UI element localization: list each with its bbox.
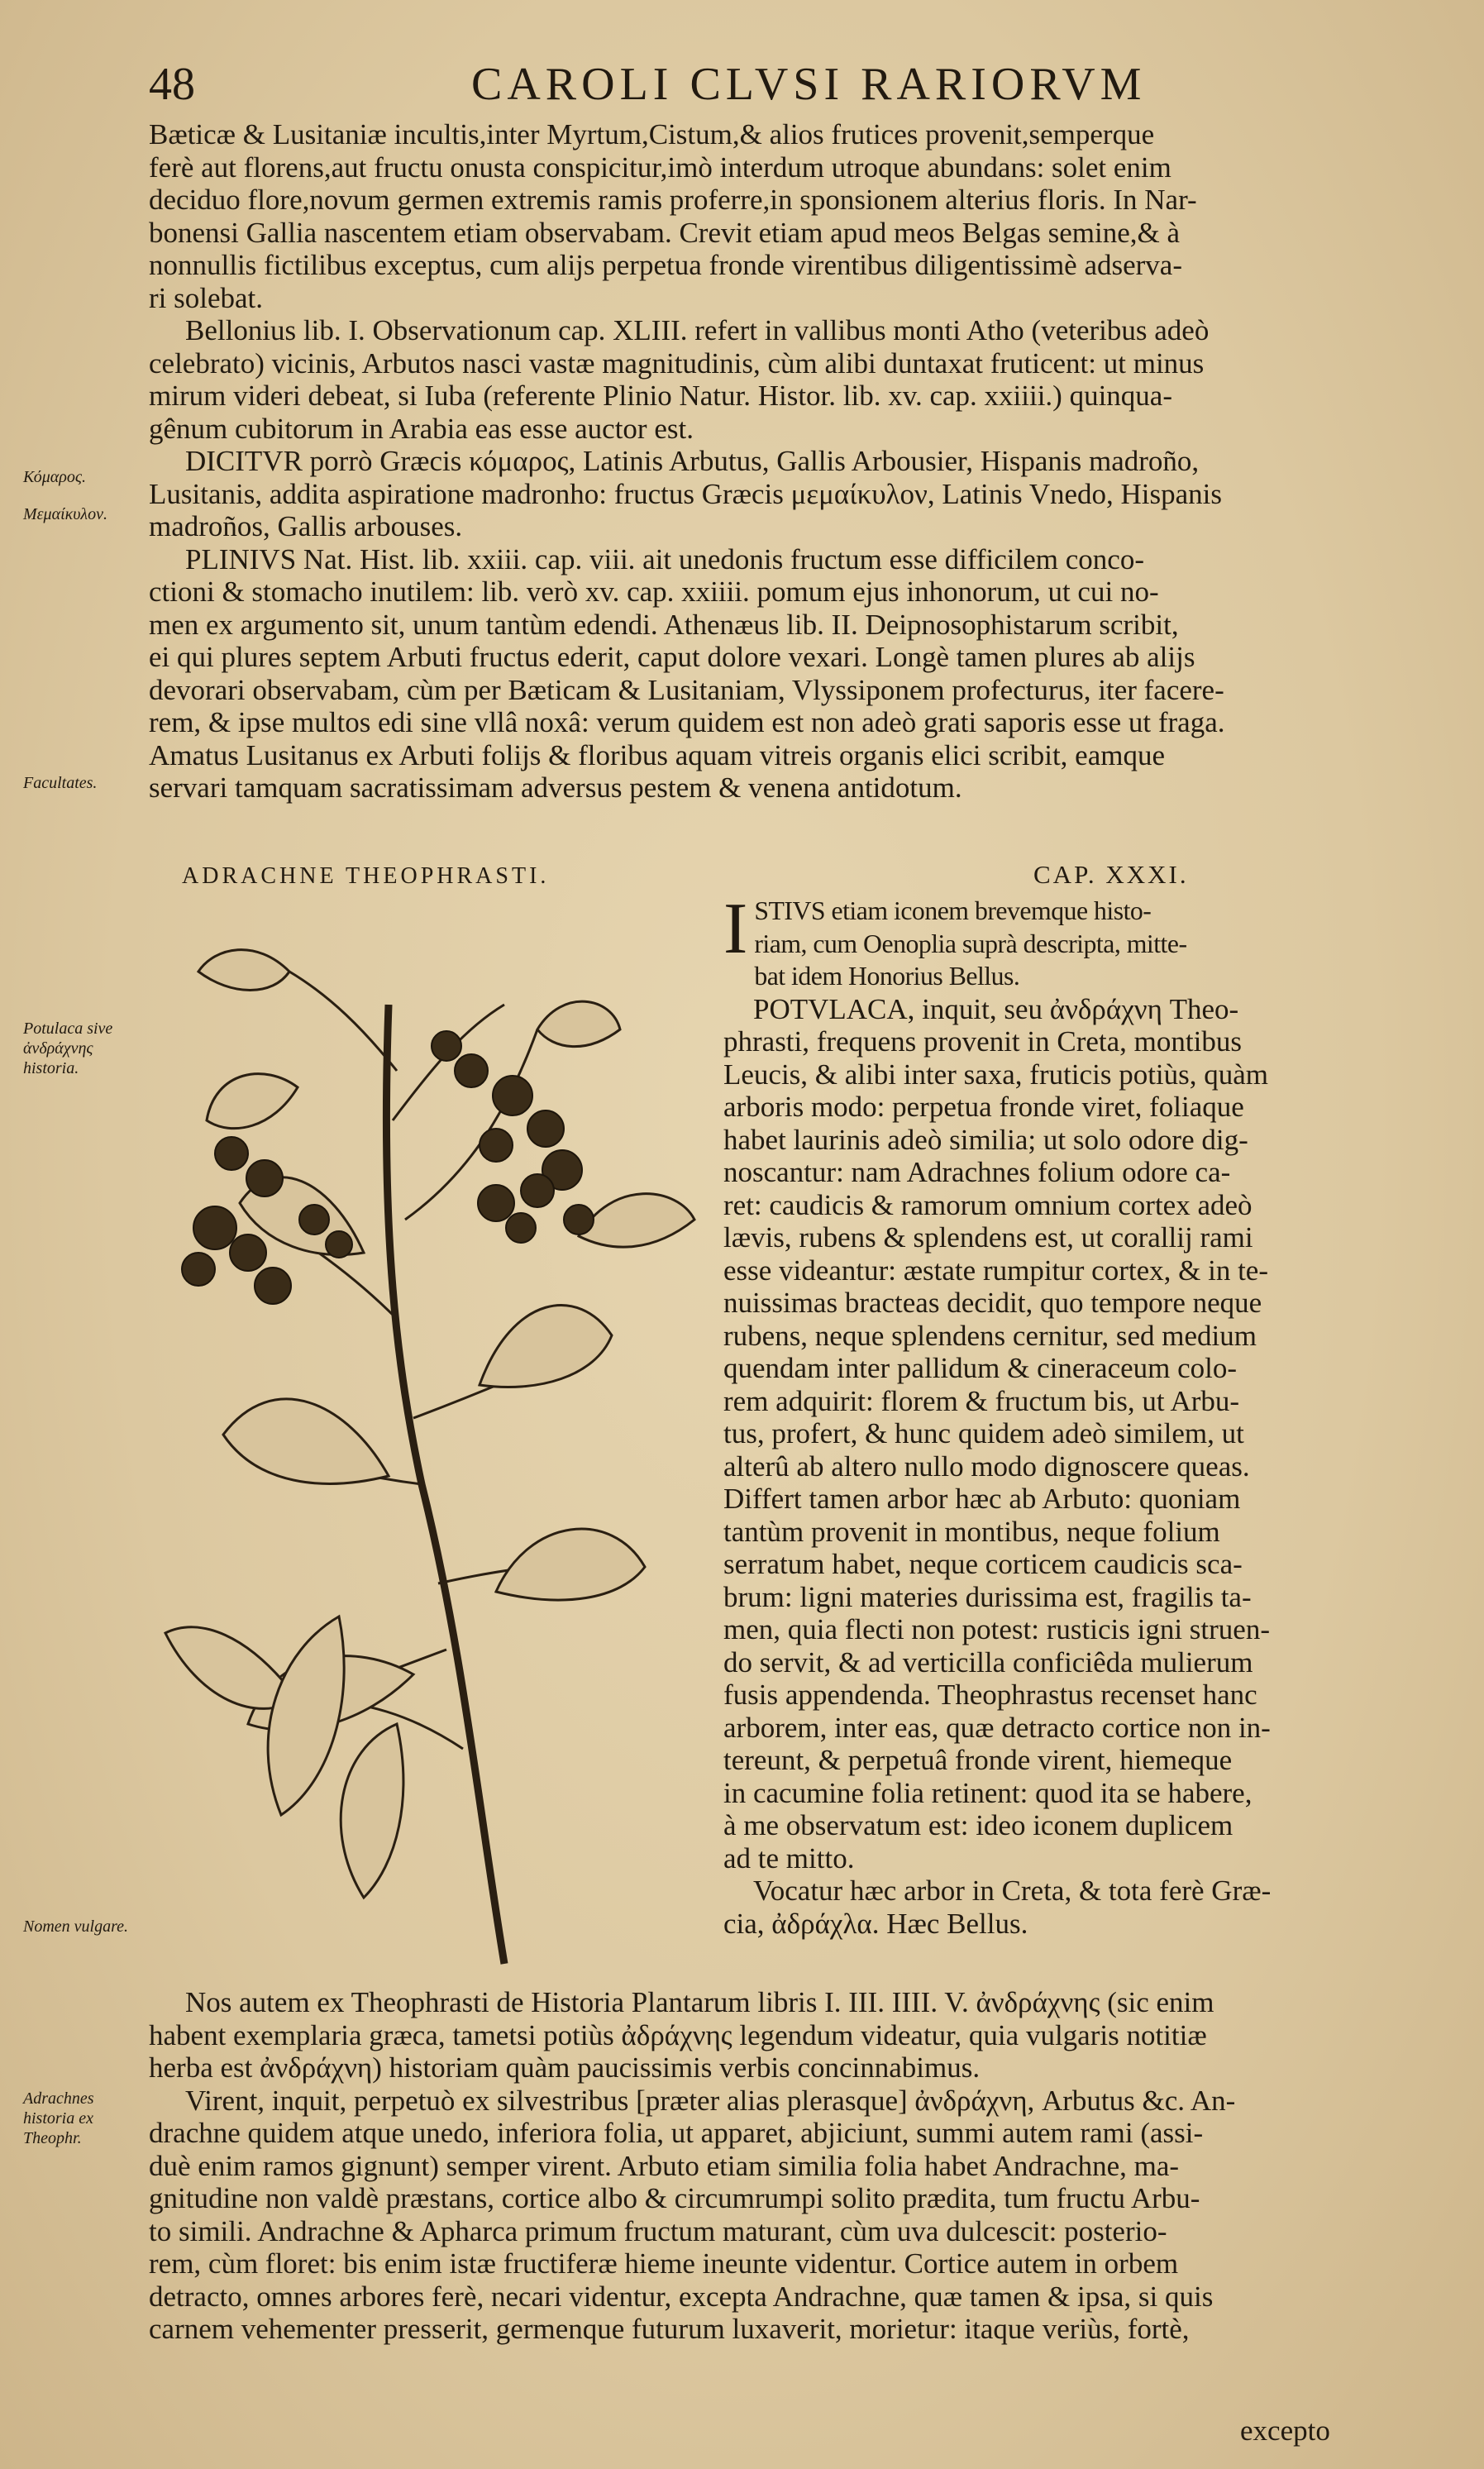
text-line: men, quia flecti non potest: rusticis igni struen-: [723, 1613, 1270, 1645]
margin-note: Facultates.: [23, 774, 98, 792]
text-line: tereunt, & perpetuâ fronde virent, hiemeque: [723, 1744, 1233, 1776]
text-line: rem, & ipse multos edi sine vllâ noxâ: verum quidem est non adeò grati saporis esse ut fraga.: [149, 706, 1225, 738]
text-line: DICITVR porrò Græcis κόμαρος, Latinis Arbutus, Gallis Arbousier, Hispanis madroño,: [185, 445, 1200, 477]
text-line: detracto, omnes arbores ferè, necari videntur, excepta Andrachne, quæ tamen & ipsa, si quis: [149, 2280, 1214, 2313]
text-line: rubens, neque splendens cernitur, sed medium: [723, 1319, 1257, 1352]
text-line: brum: ligni materies durissima est, fragilis ta-: [723, 1580, 1252, 1613]
text-line: tantùm provenit in montibus, neque folium: [723, 1515, 1220, 1548]
text-line: ret: caudicis & ramorum omnium cortex adeò: [723, 1188, 1253, 1221]
text-line: Virent, inquit, perpetuò ex silvestribus [præter alias plerasque] ἀνδράχνη, Arbutus &c. An-: [185, 2084, 1236, 2117]
text-line: ri solebat.: [149, 281, 264, 314]
right-text-column: [723, 889, 1352, 1940]
text-line: arborem, inter eas, quæ detracto cortice non in-: [723, 1711, 1271, 1744]
text-line: rem, cùm floret: bis enim istæ fructiferæ hieme ineunte videntur. Cortice autem in orbem: [149, 2247, 1179, 2280]
drop-cap-initial: I: [723, 889, 748, 969]
text-line: carnem vehementer presserit, germenque futurum luxaverit, morietur: itaque veriùs, fortè,: [149, 2313, 1190, 2345]
text-line: ferè aut florens,aut fructu onusta conspicitur,imò interdum utroque abundans: solet enim: [149, 150, 1171, 184]
running-head: CAROLI CLVSI RARIORVM: [471, 59, 1147, 110]
chapter-number: CAP. XXXI.: [1033, 860, 1189, 889]
text-line: Bæticæ & Lusitaniæ incultis,inter Myrtum,Cistum,& alios frutices provenit,semperque: [149, 118, 1155, 150]
text-line: gênum cubitorum in Arabia eas esse auctor est.: [149, 412, 694, 445]
text-line: POTVLACA, inquit, seu ἀνδράχνη Theo-: [753, 992, 1239, 1025]
text-line: drachne quidem atque unedo, inferiora folia, ut apparet, abjiciunt, summi autem rami (assi-: [149, 2117, 1204, 2149]
text-line: arboris modo: perpetua fronde viret, foliaque: [723, 1091, 1244, 1123]
text-line: esse videantur: æstate rumpitur cortex, & in te-: [723, 1254, 1268, 1287]
text-line: phrasti, frequens provenit in Creta, montibus: [723, 1025, 1242, 1058]
page-number: 48: [149, 59, 195, 110]
text-line: STIVS etiam iconem brevemque histo-: [754, 896, 1152, 925]
text-line: bonensi Gallia nascentem etiam observabam. Crevit etiam apud meos Belgas semine,& à: [149, 216, 1180, 249]
margin-note: Κόμαρος.: [23, 468, 87, 486]
text-line: nuissimas bracteas decidit, quo tempore neque: [723, 1287, 1262, 1319]
text-line: ad te mitto.: [723, 1841, 855, 1874]
text-line: nonnullis fictilibus exceptus, cum alijs perpetua fronde virentibus diligentissimè adserva-: [149, 249, 1182, 281]
text-line: Leucis, & alibi inter saxa, fruticis potiùs, quàm: [723, 1058, 1269, 1091]
plant-woodcut-illustration: [149, 905, 719, 1972]
text-line: men ex argumento sit, unum tantùm edendi. Athenæus lib. II. Deipnosophistarum scribit,: [149, 608, 1179, 641]
text-line: habent exemplaria græca, tametsi potiùs ἀδράχνης legendum videatur, quia vulgaris notitiæ: [149, 2018, 1207, 2051]
margin-note: Μεμαίκυλον.: [23, 505, 107, 523]
text-line: Vocatur hæc arbor in Creta, & tota ferè Græ-: [753, 1874, 1272, 1907]
text-line: Lusitanis, addita aspiratione madronho: fructus Græcis μεμαίκυλον, Latinis Vnedo, Hispanis: [149, 477, 1223, 510]
text-line: devorari observabam, cùm per Bæticam & Lusitaniam, Vlyssiponem profecturus, iter facere-: [149, 673, 1224, 706]
text-line: noscantur: nam Adrachnes folium odore ca-: [723, 1156, 1231, 1188]
top-text-block: [149, 118, 1356, 805]
text-line: do servit, & ad verticilla conficiêda mulierum: [723, 1645, 1253, 1679]
text-line: gnitudine non valdè præstans, cortice albo & circumrumpi solito prædita, tum fructu Arbu-: [149, 2182, 1200, 2214]
text-line: ctioni & stomacho inutilem: lib. verò xv. cap. xxiiii. pomum ejus inhonorum, ut cui no-: [149, 575, 1159, 608]
text-line: fusis appendenda. Theophrastus recenset hanc: [723, 1679, 1257, 1711]
text-line: herba est ἀνδράχνη) historiam quàm paucissimis verbis concinnabimus.: [149, 2051, 981, 2084]
text-line: quendam inter pallidum & cineraceum colo-: [723, 1352, 1238, 1384]
text-line: PLINIVS Nat. Hist. lib. xxiii. cap. viii. ait unedonis fructum esse difficilem conco-: [185, 542, 1144, 575]
text-line: Amatus Lusitanus ex Arbuti folijs & floribus aquam vitreis organis elici scribit, eamque: [149, 738, 1165, 771]
margin-note: Adrachnes historia ex Theophr.: [23, 2089, 94, 2147]
text-line: alterû ab altero nullo modo dignoscere queas.: [723, 1449, 1250, 1483]
text-line: lævis, rubens & splendens est, ut corallij rami: [723, 1221, 1253, 1254]
text-line: habet laurinis adeò similia; ut solo odore dig-: [723, 1123, 1248, 1156]
text-line: rem adquirit: florem & fructum bis, ut Arbu-: [723, 1384, 1240, 1417]
text-line: Nos autem ex Theophrasti de Historia Plantarum libris I. III. IIII. V. ἀνδράχνης (sic enim: [185, 1986, 1214, 2018]
text-line: in cacumine folia retinent: quod ita se habere,: [723, 1776, 1253, 1809]
text-line: riam, cum Oenoplia suprà descripta, mitte-: [754, 929, 1187, 958]
catchword: excepto: [1240, 2414, 1330, 2447]
text-line: deciduo flore,novum germen extremis ramis proferre,in sponsionem alterius floris. In Nar-: [149, 184, 1197, 216]
text-line: celebrato) vicinis, Arbutos nasci vastæ magnitudinis, cùm alibi duntaxat fruticent: ut minus: [149, 346, 1205, 380]
text-line: madroños, Gallis arbouses.: [149, 510, 463, 542]
text-line: ei qui plures septem Arbuti fructus ederit, caput dolore vexari. Longè tamen plures ab alijs: [149, 641, 1195, 673]
text-line: Differt tamen arbor hæc ab Arbuto: quoniam: [723, 1483, 1241, 1515]
text-line: bat idem Honorius Bellus.: [754, 962, 1020, 991]
text-line: à me observatum est: ideo iconem duplicem: [723, 1809, 1233, 1841]
bottom-text-block: [149, 1986, 1356, 2346]
page-header: [149, 58, 1389, 116]
chapter-title: ADRACHNE THEOPHRASTI.: [182, 863, 550, 889]
text-line: cia, ἀδράχλα. Hæc Bellus.: [723, 1907, 1028, 1940]
text-line: servari tamquam sacratissimam adversus pestem & venena antidotum.: [149, 771, 962, 804]
paragraph-opening: [723, 889, 1352, 993]
text-line: to simili. Andrachne & Apharca primum fructum maturant, cùm uva dulcescit: posterio-: [149, 2214, 1167, 2247]
margin-note: Nomen vulgare.: [23, 1917, 129, 1936]
text-line: tus, profert, & hunc quidem adeò similem, ut: [723, 1417, 1244, 1449]
text-line: Bellonius lib. I. Observationum cap. XLIII. refert in vallibus monti Atho (veteribus adeò: [185, 314, 1210, 346]
margin-note: Potulaca sive ἀνδράχνης historia.: [23, 1020, 113, 1077]
text-line: duè enim ramos gignunt) semper virent. Arbuto etiam similia folia habet Andrachne, ma-: [149, 2149, 1180, 2182]
text-line: mirum videri debeat, si Iuba (referente Plinio Natur. Histor. lib. xv. cap. xxiiii.) quinqua-: [149, 380, 1172, 412]
text-line: serratum habet, neque corticem caudicis sca-: [723, 1548, 1243, 1580]
